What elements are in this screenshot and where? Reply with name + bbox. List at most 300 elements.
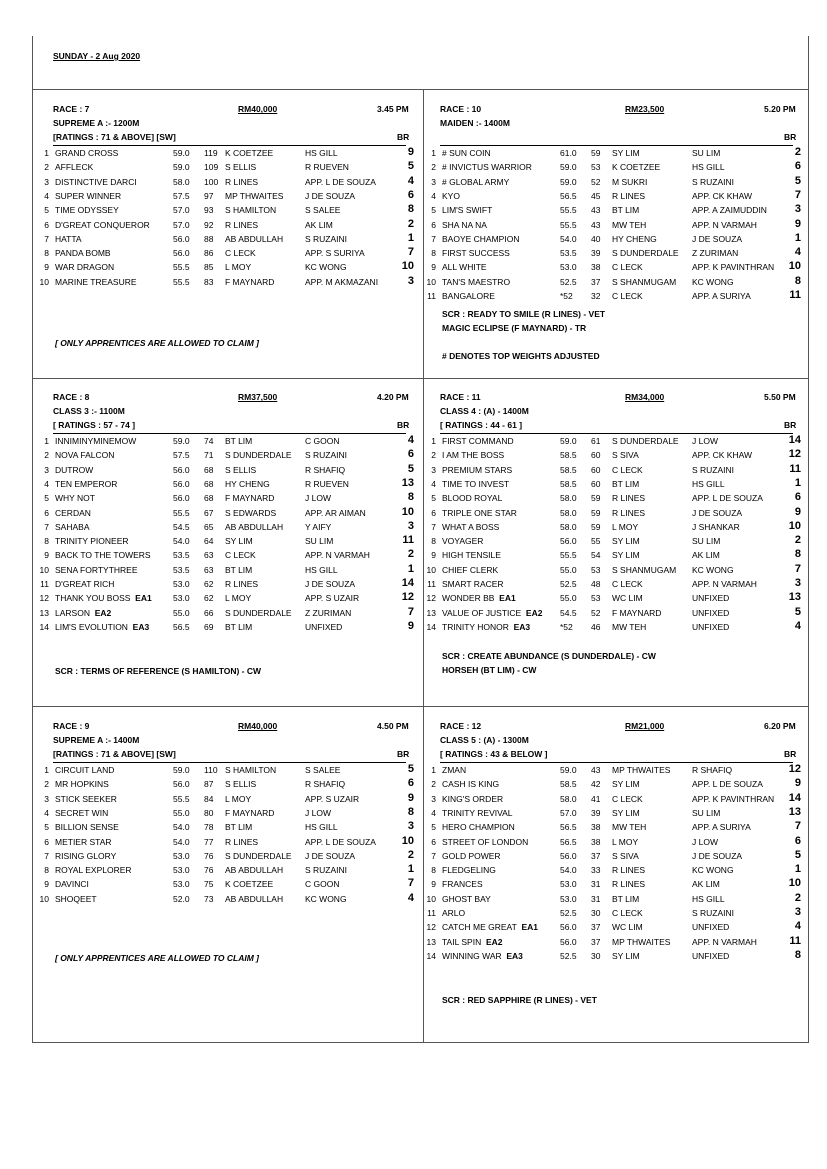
handicap-weight: 56.0	[560, 936, 577, 947]
handicap-weight: 61.0	[560, 148, 577, 158]
runner-number: 2	[431, 162, 436, 173]
runner-row	[422, 948, 801, 965]
race-prize: RM34,000	[625, 392, 665, 402]
race-ratings: [ RATINGS : 57 - 74 ]	[53, 420, 136, 430]
handicap-weight: 52.5	[560, 276, 577, 287]
runner-number: 8	[431, 865, 436, 876]
trainer-name: APP. K PAVINTHRAN	[692, 793, 775, 804]
horse-name	[442, 277, 510, 287]
handicap-weight: 56.5	[560, 822, 577, 833]
barrier-draw: 7	[407, 246, 414, 259]
barrier-draw: 11	[789, 934, 801, 947]
horse-name	[55, 837, 112, 847]
jockey-name: S ELLIS	[225, 162, 257, 173]
jockey-name: L MOY	[225, 793, 252, 804]
runner-row	[35, 217, 414, 234]
runner-number: 11	[427, 579, 436, 589]
horse-name	[442, 479, 509, 489]
runner-number: 6	[431, 219, 436, 230]
runner-row	[422, 217, 801, 234]
race-note: SCR : RED SAPPHIRE (R LINES) - VET	[442, 995, 597, 1005]
barrier-draw: 2	[407, 548, 414, 561]
race-note: MAGIC ECLIPSE (F MAYNARD) - TR	[442, 323, 587, 333]
jockey-name: BT LIM	[612, 893, 640, 904]
handicap-weight: 52.5	[560, 908, 577, 918]
runner-row	[35, 591, 414, 607]
barrier-draw: 9	[407, 146, 414, 158]
jockey-name: R LINES	[612, 190, 646, 201]
runner-row	[35, 231, 414, 248]
jockey-name: S DUNDERDALE	[612, 436, 679, 446]
handicap-weight: 58.0	[560, 507, 577, 518]
handicap-weight: *52	[560, 621, 573, 632]
barrier-draw: 2	[794, 891, 801, 904]
horse-name	[442, 922, 538, 932]
handicap-weight: 54.0	[560, 233, 577, 244]
handicap-weight: 58.0	[173, 176, 190, 187]
runner-number: 9	[431, 550, 436, 561]
handicap-weight: 59.0	[560, 436, 577, 446]
barrier-draw: 12	[401, 591, 414, 604]
horse-name	[55, 148, 118, 158]
trainer-name: S SALEE	[305, 205, 341, 216]
horse-name-text: MARINE TREASURE	[55, 276, 137, 287]
runner-number: 7	[44, 521, 49, 532]
horse-name-text: CERDAN	[55, 507, 91, 518]
horse-name-text: # SUN COIN	[442, 148, 491, 158]
runner-number: 5	[44, 822, 49, 833]
race-ratings: [ RATINGS : 44 - 61 ]	[440, 420, 523, 430]
horse-name	[55, 851, 116, 861]
handicap-weight: 55.0	[173, 807, 190, 818]
horse-rating: 46	[591, 621, 601, 632]
handicap-weight: 52.0	[173, 893, 190, 904]
barrier-draw: 1	[794, 231, 801, 244]
runner-number: 8	[44, 248, 49, 259]
handicap-weight: 58.0	[560, 521, 577, 532]
horse-rating: 31	[591, 893, 601, 904]
jockey-name: L MOY	[225, 593, 252, 604]
horse-name	[55, 191, 121, 201]
horse-name	[55, 536, 129, 546]
horse-rating: 43	[591, 219, 601, 230]
barrier-draw: 11	[789, 289, 801, 301]
handicap-weight: 56.0	[560, 536, 577, 547]
horse-name	[55, 177, 137, 187]
trainer-name: KC WONG	[692, 564, 734, 575]
runner-number: 3	[44, 464, 49, 475]
horse-rating: 92	[204, 219, 214, 230]
barrier-draw: 3	[794, 577, 801, 589]
runner-row	[35, 174, 414, 191]
jockey-name: K COETZEE	[225, 148, 274, 158]
horse-rating: 60	[591, 464, 601, 475]
header-rule	[53, 433, 406, 434]
trainer-name: APP. A ZAIMUDDIN	[692, 205, 767, 216]
horse-rating: 109	[204, 162, 219, 173]
runner-number: 2	[44, 450, 49, 461]
race-time: 5.20 PM	[764, 104, 796, 114]
horse-name-text: WHY NOT	[55, 493, 95, 504]
runner-row	[422, 562, 801, 579]
handicap-weight: 54.0	[173, 836, 190, 847]
trainer-name: KC WONG	[305, 262, 347, 273]
handicap-weight: 53.5	[173, 550, 190, 561]
horse-name	[442, 234, 519, 244]
horse-name-text: CATCH ME GREAT	[442, 922, 517, 933]
trainer-name: J DE SOUZA	[692, 507, 743, 518]
jockey-name: S ELLIS	[225, 779, 257, 790]
trainer-name: HS GILL	[305, 564, 338, 575]
barrier-draw: 8	[407, 805, 414, 818]
jockey-name: MP THWAITES	[612, 765, 671, 775]
horse-name-text: KYO	[442, 190, 460, 201]
horse-rating: 83	[204, 276, 214, 287]
runner-number: 9	[44, 262, 49, 273]
handicap-weight: 54.5	[173, 521, 190, 532]
trainer-name: J DE SOUZA	[692, 850, 743, 861]
horse-rating: 60	[591, 450, 601, 461]
runner-row	[35, 791, 414, 808]
horse-name	[442, 493, 502, 503]
trainer-name: KC WONG	[692, 865, 734, 876]
horse-rating: 43	[591, 205, 601, 216]
jockey-name: MW TEH	[612, 822, 647, 833]
horse-rating: 59	[591, 493, 601, 504]
barrier-draw: 4	[407, 434, 414, 446]
horse-name-text: D'GREAT RICH	[55, 579, 115, 589]
horse-name	[442, 622, 530, 632]
handicap-weight: 53.0	[173, 879, 190, 890]
runner-row	[422, 791, 801, 808]
horse-name	[55, 593, 152, 603]
horse-rating: 75	[204, 879, 214, 890]
barrier-draw: 12	[788, 763, 801, 775]
jockey-name: BT LIM	[225, 621, 253, 632]
runner-row	[35, 577, 414, 593]
trainer-name: SU LIM	[692, 148, 721, 158]
handicap-weight: 55.5	[173, 276, 190, 287]
runner-number: 3	[431, 464, 436, 475]
horse-rating: 68	[204, 493, 214, 504]
horse-name-text: WAR DRAGON	[55, 262, 115, 273]
runner-row	[35, 834, 414, 851]
emergency-acceptor: EA1	[516, 922, 539, 933]
horse-name	[442, 522, 499, 532]
runner-number: 13	[39, 607, 49, 618]
jockey-name: S SIVA	[612, 850, 639, 861]
trainer-name: Z ZURIMAN	[692, 248, 739, 259]
horse-name	[55, 162, 93, 172]
handicap-weight: 53.0	[560, 879, 577, 890]
barrier-draw: 6	[794, 491, 801, 504]
barrier-draw: 5	[794, 605, 801, 618]
handicap-weight: 56.0	[560, 922, 577, 933]
trainer-name: J DE SOUZA	[305, 190, 356, 201]
runner-number: 2	[44, 779, 49, 790]
trainer-name: HS GILL	[305, 822, 338, 833]
jockey-name: AB ABDULLAH	[225, 521, 284, 532]
horse-rating: 65	[204, 521, 214, 532]
runner-number: 9	[431, 879, 436, 890]
horse-name	[442, 808, 513, 818]
handicap-weight: 54.0	[560, 865, 577, 876]
trainer-name: UNFIXED	[692, 607, 730, 618]
trainer-name: S RUZAINI	[692, 464, 735, 475]
runner-row	[35, 605, 414, 622]
trainer-name: APP. N VARMAH	[692, 579, 757, 589]
horse-rating: 67	[204, 507, 214, 518]
horse-name	[55, 550, 151, 560]
runner-row	[35, 146, 414, 162]
jockey-name: S DUNDERDALE	[612, 248, 679, 259]
barrier-draw: 5	[794, 848, 801, 861]
horse-rating: 53	[591, 593, 601, 604]
jockey-name: R LINES	[225, 219, 259, 230]
trainer-name: R SHAFIQ	[305, 779, 346, 790]
runner-row	[35, 777, 414, 793]
runner-row	[422, 188, 801, 205]
horse-rating: 74	[204, 436, 214, 446]
trainer-name: APP. S UZAIR	[305, 593, 360, 604]
horse-rating: 88	[204, 233, 214, 244]
runner-row	[35, 188, 414, 205]
horse-name	[55, 894, 97, 904]
jockey-name: SY LIM	[612, 779, 640, 790]
runner-number: 5	[44, 493, 49, 504]
runner-row	[35, 534, 414, 550]
trainer-name: HS GILL	[692, 893, 725, 904]
jockey-name: HY CHENG	[225, 478, 270, 489]
br-label: BR	[397, 420, 410, 430]
jockey-name: R LINES	[612, 507, 646, 518]
trainer-name: Y AIFY	[305, 521, 332, 532]
trainer-name: SU LIM	[305, 536, 334, 547]
runner-row	[35, 434, 414, 450]
handicap-weight: 59.0	[560, 162, 577, 173]
trainer-name: R SHAFIQ	[692, 765, 733, 775]
jockey-name: BT LIM	[612, 205, 640, 216]
horse-name	[55, 508, 91, 518]
horse-name	[442, 951, 523, 961]
jockey-name: S DUNDERDALE	[225, 607, 292, 618]
trainer-name: APP. A SURIYA	[692, 822, 751, 833]
trainer-name: APP. L DE SOUZA	[305, 176, 376, 187]
horse-rating: 38	[591, 836, 601, 847]
trainer-name: AK LIM	[692, 550, 720, 561]
jockey-name: C LECK	[612, 291, 643, 301]
jockey-name: C LECK	[612, 793, 643, 804]
race-class: CLASS 5 : (A) - 1300M	[440, 735, 529, 745]
jockey-name: R LINES	[225, 176, 259, 187]
trainer-name: HS GILL	[305, 148, 338, 158]
horse-rating: 38	[591, 262, 601, 273]
runner-row	[422, 891, 801, 908]
runner-number: 10	[426, 893, 436, 904]
barrier-draw: 3	[794, 906, 801, 918]
horse-name-text: FRANCES	[442, 879, 483, 890]
runner-number: 8	[431, 248, 436, 259]
runner-row	[35, 246, 414, 262]
jockey-name: R LINES	[612, 879, 646, 890]
runner-number: 6	[44, 836, 49, 847]
horse-name	[55, 479, 117, 489]
br-label: BR	[397, 749, 410, 759]
horse-name	[442, 450, 504, 460]
horse-rating: 93	[204, 205, 214, 216]
race-class: SUPREME A :- 1400M	[53, 735, 140, 745]
barrier-draw: 9	[794, 505, 801, 518]
trainer-name: UNFIXED	[692, 593, 730, 604]
jockey-name: S SHANMUGAM	[612, 564, 677, 575]
jockey-name: SY LIM	[612, 807, 640, 818]
runner-row	[422, 591, 801, 607]
runner-number: 1	[431, 148, 436, 158]
horse-rating: 97	[204, 190, 214, 201]
horse-name	[55, 465, 93, 475]
runner-row	[422, 289, 801, 305]
handicap-weight: 52.5	[560, 950, 577, 961]
race-number: RACE : 9	[53, 721, 90, 731]
horse-rating: 33	[591, 865, 601, 876]
horse-name-text: TAN'S MAESTRO	[442, 276, 511, 287]
runner-row	[35, 203, 414, 219]
runner-number: 14	[426, 621, 436, 632]
horse-name-text: BILLION SENSE	[55, 822, 119, 833]
jockey-name: S SIVA	[612, 450, 639, 461]
runner-number: 6	[44, 219, 49, 230]
horse-name	[442, 579, 504, 589]
horse-rating: 30	[591, 950, 601, 961]
horse-rating: 37	[591, 936, 601, 947]
horse-name-text: SENA FORTYTHREE	[55, 564, 138, 575]
horse-rating: 41	[591, 793, 601, 804]
race-prize: RM23,500	[625, 104, 665, 114]
runner-number: 14	[39, 621, 49, 632]
horse-name	[55, 262, 114, 272]
trainer-name: APP. N VARMAH	[692, 936, 757, 947]
horse-name-text: TEN EMPEROR	[55, 478, 118, 489]
jockey-name: F MAYNARD	[225, 276, 275, 287]
barrier-draw: 10	[788, 519, 801, 532]
horse-name-text: LIM'S EVOLUTION	[55, 621, 128, 632]
jockey-name: S SHANMUGAM	[612, 276, 677, 287]
horse-name-text: TRINITY PIONEER	[55, 536, 129, 547]
horse-rating: 31	[591, 879, 601, 890]
br-label: BR	[784, 420, 797, 430]
horse-rating: 85	[204, 262, 214, 273]
runner-number: 9	[44, 879, 49, 890]
runner-row	[422, 231, 801, 248]
runner-row	[35, 805, 414, 822]
race-time: 3.45 PM	[377, 104, 409, 114]
handicap-weight: 55.0	[173, 607, 190, 618]
jockey-name: MP THWAITES	[612, 936, 671, 947]
horse-name	[442, 894, 491, 904]
runner-row	[35, 160, 414, 176]
jockey-name: S DUNDERDALE	[225, 850, 292, 861]
barrier-draw: 10	[788, 260, 801, 273]
race-prize: RM37,500	[238, 392, 278, 402]
runner-number: 4	[431, 190, 436, 201]
race-note: SCR : TERMS OF REFERENCE (S HAMILTON) - CW	[55, 666, 262, 676]
horse-name-text: METIER STAR	[55, 836, 112, 847]
race-ratings: [RATINGS : 71 & ABOVE] [SW]	[53, 749, 176, 759]
header-rule	[440, 145, 793, 146]
runner-number: 7	[431, 521, 436, 532]
emergency-acceptor: EA1	[494, 593, 516, 604]
barrier-draw: 14	[788, 791, 801, 804]
runner-row	[422, 619, 801, 636]
handicap-weight: 58.5	[560, 450, 577, 461]
barrier-draw: 6	[794, 160, 801, 173]
barrier-draw: 8	[407, 491, 414, 504]
handicap-weight: 58.0	[560, 493, 577, 504]
runner-number: 9	[431, 262, 436, 273]
runner-row	[422, 605, 801, 622]
trainer-name: APP. A SURIYA	[692, 291, 751, 301]
horse-name	[442, 937, 502, 947]
race-number: RACE : 8	[53, 392, 90, 402]
emergency-acceptor: EA3	[501, 950, 523, 961]
runner-row	[422, 906, 801, 922]
trainer-name: APP. M AKMAZANI	[305, 276, 379, 287]
race-time: 4.50 PM	[377, 721, 409, 731]
trainer-name: HS GILL	[692, 478, 725, 489]
runner-number: 5	[44, 205, 49, 216]
horse-rating: 37	[591, 850, 601, 861]
race-number: RACE : 10	[440, 104, 482, 114]
jockey-name: R LINES	[225, 836, 259, 847]
jockey-name: SY LIM	[612, 148, 640, 158]
horse-name-text: MR HOPKINS	[55, 779, 109, 790]
jockey-name: SY LIM	[225, 536, 253, 547]
runner-number: 7	[44, 850, 49, 861]
emergency-acceptor: EA2	[89, 607, 112, 618]
race-card	[422, 392, 801, 692]
horse-name-text: # INVICTUS WARRIOR	[442, 162, 532, 173]
race-card	[35, 721, 414, 1021]
trainer-name: J LOW	[305, 493, 331, 504]
barrier-draw: 13	[788, 591, 801, 604]
jockey-name: S ELLIS	[225, 464, 257, 475]
horse-name-text: WHAT A BOSS	[442, 521, 500, 532]
barrier-draw: 5	[407, 160, 414, 173]
trainer-name: R SHAFIQ	[305, 464, 346, 475]
trainer-name: HS GILL	[692, 162, 725, 173]
handicap-weight: 55.5	[560, 205, 577, 216]
runner-number: 9	[44, 550, 49, 561]
horse-name-text: DISTINCTIVE DARCI	[55, 176, 137, 187]
runner-number: 12	[426, 593, 436, 604]
trainer-name: SU LIM	[692, 807, 721, 818]
runner-row	[35, 519, 414, 536]
runner-row	[35, 619, 414, 636]
runner-number: 2	[44, 162, 49, 173]
race-note: [ ONLY APPRENTICES ARE ALLOWED TO CLAIM ]	[55, 953, 259, 963]
jockey-name: C LECK	[612, 262, 643, 273]
horse-name-text: CIRCUIT LAND	[55, 765, 115, 775]
runner-row	[422, 934, 801, 951]
horse-name-text: VOYAGER	[442, 536, 484, 547]
horse-name	[442, 191, 460, 201]
horse-rating: 119	[204, 148, 218, 158]
handicap-weight: 53.5	[173, 564, 190, 575]
horse-name-text: STREET OF LONDON	[442, 836, 529, 847]
horse-name-text: FIRST SUCCESS	[442, 248, 510, 259]
horse-name-text: SAHABA	[55, 521, 90, 532]
barrier-draw: 5	[407, 763, 414, 775]
